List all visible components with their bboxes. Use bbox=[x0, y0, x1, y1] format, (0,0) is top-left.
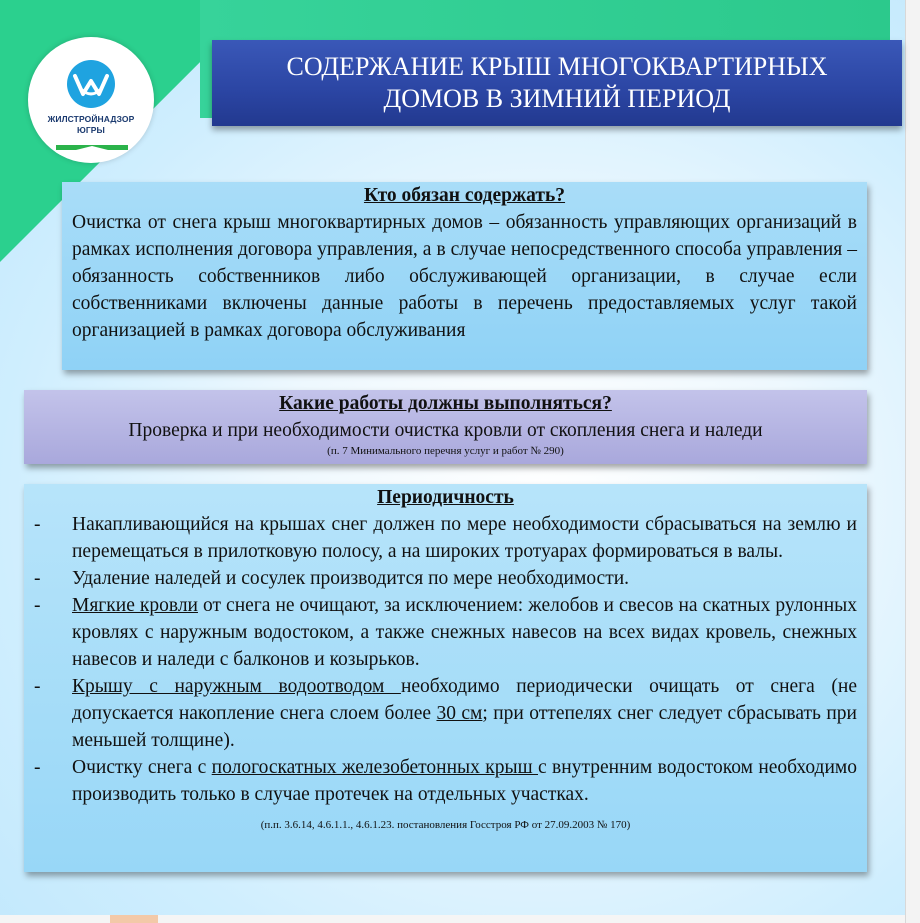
list-item bbox=[24, 673, 857, 754]
section-required-works bbox=[24, 390, 867, 464]
section3-note: (п.п. 3.6.14, 4.6.1.1., 4.6.1.23. постановления Госстроя РФ от 27.09.2003 № 170) bbox=[260, 819, 631, 831]
section2-text: Проверка и при необходимости очистка кровли от скопления снега и наледи bbox=[128, 420, 763, 441]
logo-text-line1: ЖИЛСТРОЙНАДЗОР bbox=[47, 114, 135, 124]
section1-heading: Кто обязан содержать? bbox=[363, 185, 566, 206]
slide-edge bbox=[905, 0, 920, 923]
title-line2: ДОМОВ В ЗИМНИЙ ПЕРИОД bbox=[383, 84, 731, 113]
underlined-term: Мягкие кровли bbox=[72, 595, 198, 616]
list-item bbox=[24, 511, 857, 565]
item-text-part: с внутренним водостоком необходимо производить только в случае протечек на отдельных участках. bbox=[72, 757, 857, 805]
logo-icon bbox=[66, 59, 116, 109]
underlined-term: Крышу с наружным водоотводом bbox=[72, 676, 401, 697]
section2-note: (п. 7 Минимального перечня услуг и работ № 290) bbox=[327, 445, 564, 457]
item-text-rest: от снега не очищают, за исключением: желобов и свесов на скатных рулонных кровлях с наружным водостоком, а также снежных навесов на всех видах кровель, снежных навесов и наледи с балконов и козырьков. bbox=[72, 595, 857, 670]
underlined-term: пологоскатных железобетонных крыш bbox=[211, 757, 539, 778]
bottom-accent bbox=[110, 915, 158, 923]
page-title bbox=[212, 40, 902, 126]
bullet: - bbox=[34, 514, 41, 535]
item-text: Накапливающийся на крышах снег должен по мере необходимости сбрасываться на землю и перемещаться в прилотковую полосу, а на широких тротуарах формироваться в валы. bbox=[72, 514, 857, 562]
item-text bbox=[72, 592, 857, 673]
logo-flag-icon bbox=[56, 145, 128, 155]
section2-heading: Какие работы должны выполняться? bbox=[279, 393, 612, 414]
logo bbox=[28, 37, 154, 163]
bullet: - bbox=[34, 595, 41, 616]
item-text-part: необходимо периодически очищать от снега (не допускается накопление снега слоем более bbox=[72, 676, 858, 724]
bullet: - bbox=[34, 568, 41, 589]
item-text bbox=[72, 754, 857, 808]
bottom-strip bbox=[0, 915, 905, 923]
underlined-value: 30 см bbox=[436, 703, 483, 724]
list-item bbox=[24, 565, 857, 592]
section3-heading: Периодичность bbox=[377, 487, 514, 508]
section1-text: Очистка от снега крыш многоквартирных домов – обязанность управляющих организаций в рамках исполнения договора управления, а в случае непосредственного способа управления – обязанность собственников либо обслуживающей организации, в случае если собственниками включены данные работы в перечень предоставляемых услуг такой организацией в рамках договора обслуживания bbox=[72, 212, 857, 341]
item-text-part: Очистку снега с bbox=[72, 757, 212, 778]
section-who-responsible bbox=[62, 182, 867, 370]
list-item bbox=[24, 592, 857, 673]
item-text-part: ; при оттепелях снег следует сбрасывать при меньшей толщине). bbox=[72, 703, 857, 751]
item-text: Удаление наледей и сосулек производится по мере необходимости. bbox=[72, 568, 630, 589]
section-periodicity bbox=[24, 484, 867, 872]
title-line1: СОДЕРЖАНИЕ КРЫШ МНОГОКВАРТИРНЫХ bbox=[286, 52, 828, 81]
item-text bbox=[72, 673, 857, 754]
logo-text-line2: ЮГРЫ bbox=[77, 125, 105, 135]
list-item bbox=[24, 754, 857, 808]
bullet: - bbox=[34, 676, 41, 697]
bullet: - bbox=[34, 757, 41, 778]
